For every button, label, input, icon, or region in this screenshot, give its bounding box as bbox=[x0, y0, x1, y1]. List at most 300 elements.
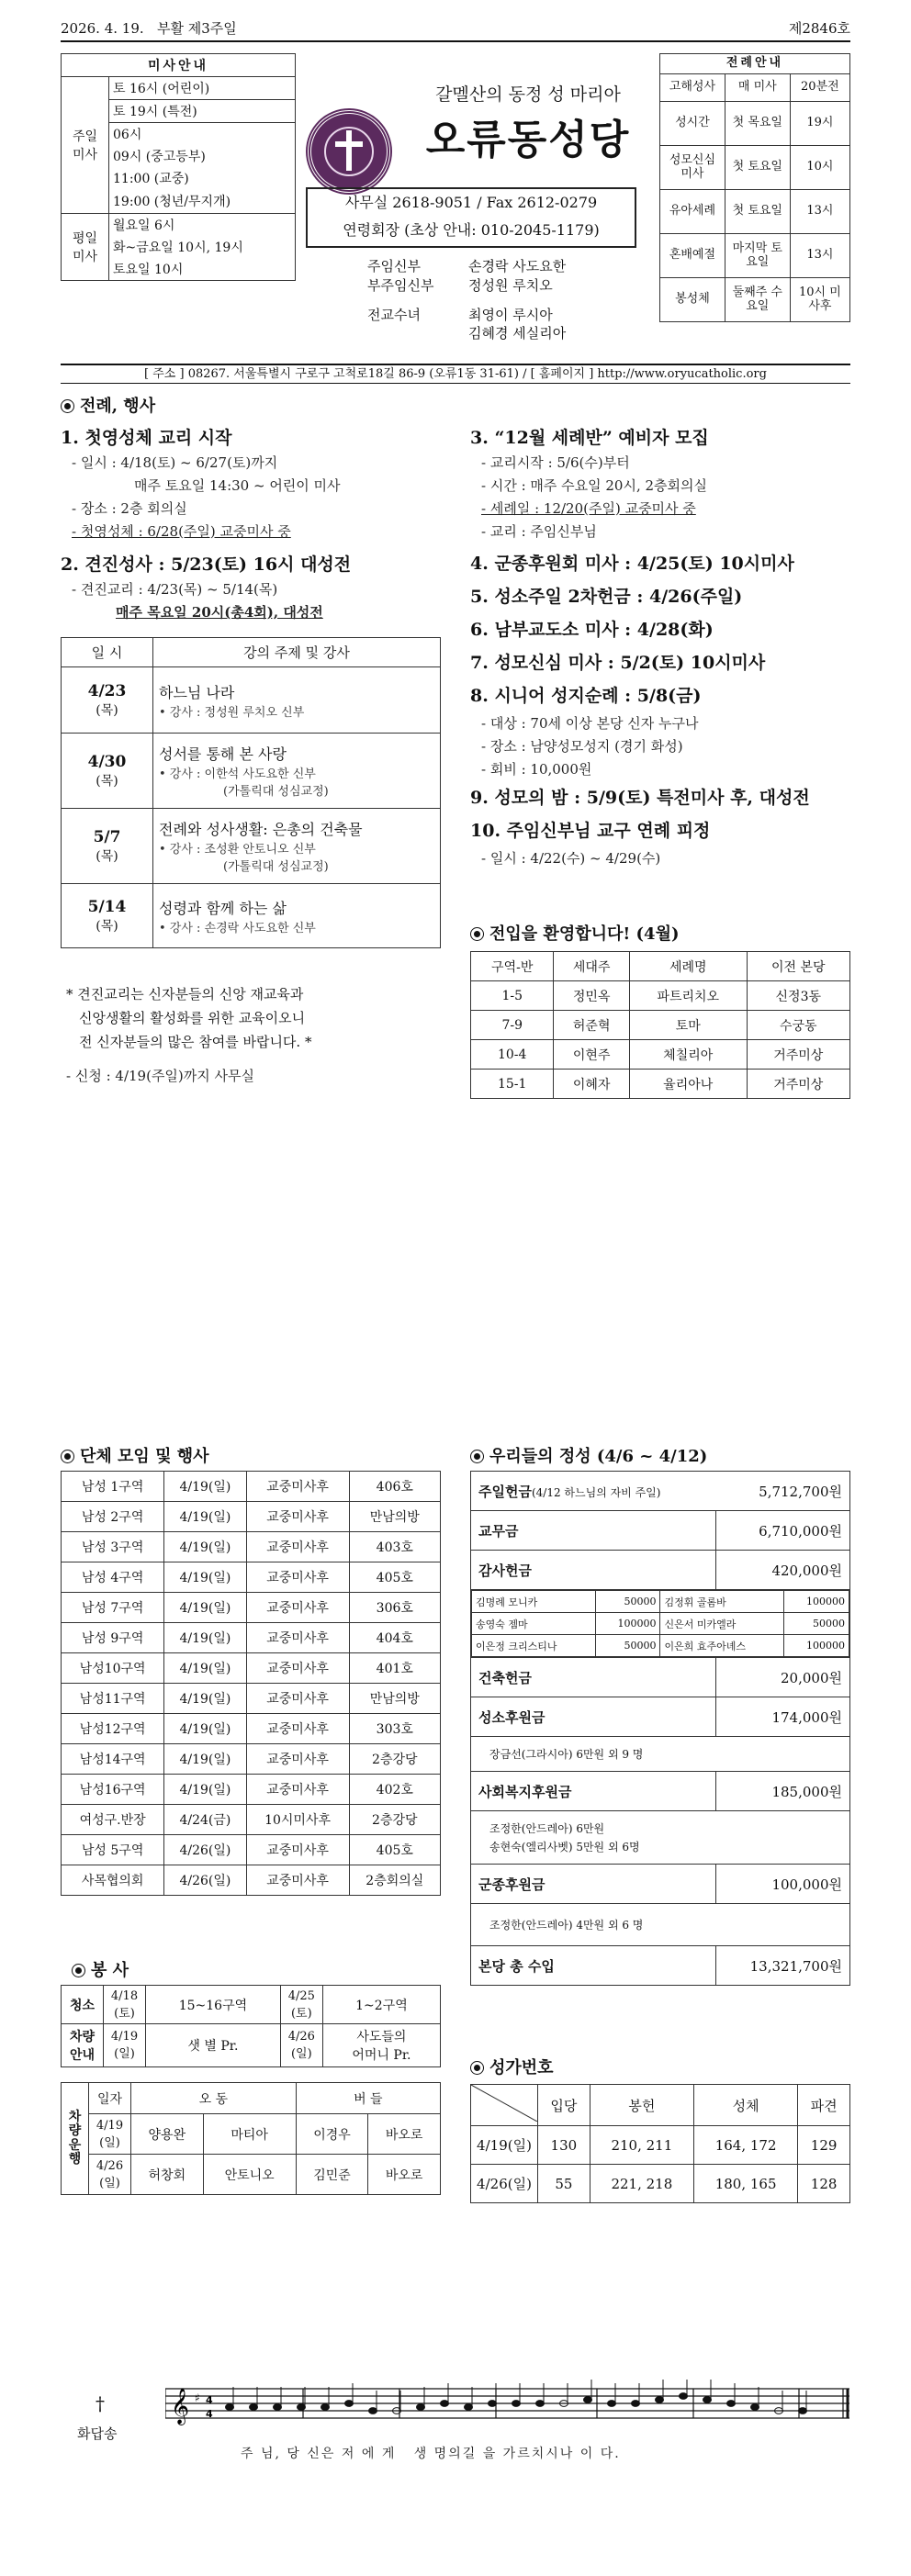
table-row bbox=[471, 2126, 850, 2165]
group-cell: 남성16구역 bbox=[62, 1775, 164, 1805]
section-welcome: 전입을 환영합니다! (4월) bbox=[470, 921, 679, 945]
liturgy-cell: 마지막 토요일 bbox=[725, 234, 790, 278]
event-line: - 첫영성체 : 6/28(주일) 교중미사 중 bbox=[72, 523, 291, 540]
liturgy-cell: 13시 bbox=[790, 190, 849, 234]
offering-table bbox=[470, 1471, 850, 1986]
offering-note: 조정한(안드레아) 6만원 bbox=[489, 1821, 605, 1835]
group-cell: 4/19(일) bbox=[164, 1714, 246, 1744]
event-line: - 일시 : 4/22(수) ~ 4/29(수) bbox=[481, 850, 661, 867]
donor-name: 김명례 모니카 bbox=[472, 1591, 596, 1613]
welcome-cell: 거주미상 bbox=[747, 1040, 849, 1070]
group-cell: 405호 bbox=[349, 1835, 440, 1865]
group-cell: 4/19(일) bbox=[164, 1775, 246, 1805]
hymn-header: 파견 bbox=[798, 2085, 850, 2126]
address-bar: [ 주소 ] 08267. 서울특별시 구로구 고척로18길 86-9 (오류1동 31-61) / [ 홈페이지 ] http://www.oryucatholic.org bbox=[61, 364, 850, 384]
lecture-topic: 전례와 성사생활: 은총의 건축물 bbox=[159, 821, 363, 838]
staff-name: 정성원 루치오 bbox=[468, 276, 553, 294]
lecture-affiliation: (가톨릭대 성심교정) bbox=[223, 860, 329, 874]
hymn-date: 4/26(일) bbox=[471, 2165, 538, 2203]
donor-amount: 100000 bbox=[595, 1613, 660, 1635]
driving-table bbox=[61, 2082, 441, 2195]
table-row bbox=[62, 1593, 441, 1623]
group-cell: 사목협의회 bbox=[62, 1865, 164, 1896]
bullet-icon bbox=[72, 1964, 85, 1977]
table-row bbox=[62, 1714, 441, 1744]
issue-number: 제2846호 bbox=[788, 20, 850, 37]
event-line: - 일시 : 4/18(토) ~ 6/27(토)까지 bbox=[72, 454, 278, 471]
table-row bbox=[471, 1070, 850, 1099]
group-cell: 교중미사후 bbox=[246, 1775, 349, 1805]
table-row bbox=[62, 1502, 441, 1532]
time-signature-bottom: 4 bbox=[206, 2408, 213, 2420]
mass-time: 화~금요일 10시, 19시 bbox=[109, 236, 296, 258]
service-date: 4/18 (토) bbox=[104, 1986, 146, 2024]
table-row bbox=[62, 1562, 441, 1593]
time-signature-top: 4 bbox=[206, 2394, 213, 2406]
group-cell: 만남의방 bbox=[349, 1502, 440, 1532]
liturgy-cell: 19시 bbox=[790, 102, 849, 146]
group-cell: 남성 1구역 bbox=[62, 1472, 164, 1502]
hymn-corner bbox=[471, 2085, 538, 2126]
table-row bbox=[62, 1684, 441, 1714]
offering-total-label: 본당 총 수입 bbox=[471, 1946, 716, 1986]
welcome-cell: 파트리치오 bbox=[629, 981, 747, 1011]
note-head bbox=[584, 2397, 592, 2403]
service-table bbox=[61, 1985, 441, 2067]
offering-label: 사회복지후원금 bbox=[471, 1772, 716, 1811]
group-cell: 404호 bbox=[349, 1623, 440, 1653]
liturgy-cell: 고해성사 bbox=[660, 74, 725, 102]
note-head bbox=[536, 2401, 545, 2407]
event-list-left bbox=[61, 424, 456, 624]
liturgy-cell: 둘째주 수요일 bbox=[725, 278, 790, 322]
section-offering: 우리들의 정성 (4/6 ~ 4/12) bbox=[470, 1443, 707, 1467]
welcome-cell: 토마 bbox=[629, 1011, 747, 1040]
welcome-cell: 체칠리아 bbox=[629, 1040, 747, 1070]
event-line: - 세례일 : 12/20(주일) 교중미사 중 bbox=[481, 500, 696, 517]
offering-amount: 20,000원 bbox=[716, 1658, 850, 1697]
welcome-header: 이전 본당 bbox=[747, 952, 849, 981]
table-row bbox=[62, 1865, 441, 1896]
table-row bbox=[62, 1775, 441, 1805]
lecture-speaker: • 강사 : 이한석 사도요한 신부 bbox=[159, 767, 316, 781]
thanks-donor-table bbox=[471, 1590, 849, 1657]
group-cell: 남성12구역 bbox=[62, 1714, 164, 1744]
group-cell: 401호 bbox=[349, 1653, 440, 1684]
group-cell: 만남의방 bbox=[349, 1684, 440, 1714]
section-groups: 단체 모임 및 행사 bbox=[61, 1443, 209, 1467]
liturgy-cell: 봉성체 bbox=[660, 278, 725, 322]
note-head bbox=[226, 2404, 234, 2411]
offering-label: 감사헌금 bbox=[471, 1551, 716, 1590]
group-cell: 4/19(일) bbox=[164, 1623, 246, 1653]
staff-role: 전교수녀 bbox=[367, 306, 421, 323]
donor-name: 이은정 크리스티나 bbox=[472, 1635, 596, 1657]
event-heading: 7. 성모신심 미사 : 5/2(토) 10시미사 bbox=[470, 653, 766, 673]
donor-amount: 50000 bbox=[595, 1591, 660, 1613]
group-cell: 교중미사후 bbox=[246, 1623, 349, 1653]
lecture-speaker: • 강사 : 조성환 안토니오 신부 bbox=[159, 843, 316, 857]
group-cell: 남성10구역 bbox=[62, 1653, 164, 1684]
driving-cell: 허창회 bbox=[131, 2155, 204, 2195]
group-cell: 남성11구역 bbox=[62, 1684, 164, 1714]
offering-label: 성소후원금 bbox=[471, 1697, 716, 1737]
section-service: 봉 사 bbox=[72, 1957, 129, 1981]
staff-role: 주임신부 bbox=[367, 258, 421, 274]
event-line: - 장소 : 남양성모성지 (경기 화성) bbox=[481, 738, 683, 755]
issue-date: 2026. 4. 19. 부활 제3주일 bbox=[61, 20, 237, 37]
note-head bbox=[512, 2401, 521, 2407]
driving-label: 차 량 운 행 bbox=[62, 2083, 89, 2195]
group-cell: 남성 9구역 bbox=[62, 1623, 164, 1653]
liturgy-table bbox=[659, 53, 850, 322]
notes bbox=[226, 2380, 807, 2418]
driving-cell: 김민준 bbox=[296, 2155, 368, 2195]
lecture-date: 5/7 bbox=[93, 827, 121, 846]
group-cell: 남성 3구역 bbox=[62, 1532, 164, 1562]
event-heading: 1. 첫영성체 교리 시작 bbox=[61, 428, 232, 448]
mass-time: 월요일 6시 bbox=[109, 213, 296, 236]
group-cell: 4/19(일) bbox=[164, 1744, 246, 1775]
liturgy-cell: 성시간 bbox=[660, 102, 725, 146]
bullet-icon bbox=[61, 399, 74, 413]
event-line: 매주 목요일 20시(총4회), 대성전 bbox=[116, 604, 323, 621]
lecture-speaker: • 강사 : 정성원 루치오 신부 bbox=[159, 705, 305, 720]
table-row bbox=[62, 1805, 441, 1835]
offering-amount: 420,000원 bbox=[716, 1551, 850, 1590]
table-row bbox=[471, 1011, 850, 1040]
offering-amount: 185,000원 bbox=[716, 1772, 850, 1811]
liturgy-title: 전례안내 bbox=[660, 54, 850, 74]
driving-cell: 양용완 bbox=[131, 2114, 204, 2155]
donor-name: 김정휘 골롬바 bbox=[660, 1591, 784, 1613]
lecture-header: 일 시 bbox=[62, 638, 153, 667]
service-value: 1~2구역 bbox=[322, 1986, 440, 2024]
staff-name: 손경락 사도요한 bbox=[468, 258, 567, 274]
welcome-cell: 10-4 bbox=[471, 1040, 554, 1070]
group-cell: 4/19(일) bbox=[164, 1684, 246, 1714]
table-row bbox=[62, 2114, 441, 2155]
group-cell: 406호 bbox=[349, 1472, 440, 1502]
event-line: - 시간 : 매주 수요일 20시, 2층회의실 bbox=[481, 477, 708, 494]
table-row bbox=[471, 2165, 850, 2203]
lecture-topic: 성령과 함께 하는 삶 bbox=[159, 899, 287, 917]
event-heading: 8. 시니어 성지순례 : 5/8(금) bbox=[470, 686, 702, 706]
church-name: 오류동성당 bbox=[425, 117, 631, 163]
bullet-icon bbox=[470, 2061, 484, 2075]
welcome-cell: 이현주 bbox=[554, 1040, 630, 1070]
group-cell: 2층회의실 bbox=[349, 1865, 440, 1896]
group-cell: 여성구.반장 bbox=[62, 1805, 164, 1835]
group-cell: 4/19(일) bbox=[164, 1653, 246, 1684]
welcome-cell: 15-1 bbox=[471, 1070, 554, 1099]
service-date: 4/25 (토) bbox=[280, 1986, 322, 2024]
diagonal-line bbox=[471, 2085, 537, 2122]
driving-cell: 바오로 bbox=[368, 2155, 441, 2195]
funeral-chair-contact: 연령회장 (초상 안내: 010-2045-1179) bbox=[343, 221, 600, 239]
event-line: - 교리 : 주임신부님 bbox=[481, 523, 597, 540]
lecture-speaker: • 강사 : 손경락 사도요한 신부 bbox=[159, 921, 316, 935]
group-cell: 교중미사후 bbox=[246, 1532, 349, 1562]
group-cell: 남성 7구역 bbox=[62, 1593, 164, 1623]
hymn-header: 성체 bbox=[693, 2085, 797, 2126]
donor-amount: 100000 bbox=[784, 1591, 849, 1613]
event-line: - 대상 : 70세 이상 본당 신자 누구나 bbox=[481, 715, 699, 732]
service-value: 15~16구역 bbox=[146, 1986, 281, 2024]
note-line: * 견진교리는 신자분들의 신앙 재교육과 bbox=[66, 986, 304, 1002]
driving-date: 4/19 (일) bbox=[89, 2114, 131, 2155]
liturgy-cell: 20분전 bbox=[790, 74, 849, 102]
group-cell: 남성 4구역 bbox=[62, 1562, 164, 1593]
table-row bbox=[471, 1040, 850, 1070]
hymn-header: 입당 bbox=[538, 2085, 590, 2126]
group-cell: 교중미사후 bbox=[246, 1835, 349, 1865]
service-value: 샛 별 Pr. bbox=[146, 2024, 281, 2067]
lecture-weekday: (목) bbox=[96, 918, 118, 934]
welcome-cell: 신정3동 bbox=[747, 981, 849, 1011]
liturgy-cell: 첫 토요일 bbox=[725, 146, 790, 190]
psalm-lyrics: 주 님, 당 신은 저 에 게 생 명의길 을 가르치시나 이 다. bbox=[241, 2447, 621, 2461]
offering-note: 송현숙(엘리사벳) 5만원 외 6명 bbox=[489, 1840, 640, 1854]
group-cell: 교중미사후 bbox=[246, 1472, 349, 1502]
welcome-header: 세례명 bbox=[629, 952, 747, 981]
lecture-weekday: (목) bbox=[96, 848, 118, 864]
church-logo bbox=[308, 110, 390, 193]
table-row bbox=[62, 2155, 441, 2195]
staff-list bbox=[367, 257, 643, 343]
hymn-number: 55 bbox=[538, 2165, 590, 2203]
confirmation-apply: - 신청 : 4/19(주일)까지 사무실 bbox=[66, 1068, 254, 1084]
groups-table bbox=[61, 1471, 441, 1896]
event-heading: 3. “12월 세례반” 예비자 모집 bbox=[470, 428, 709, 448]
offering-sub: (4/12 하느님의 자비 주일) bbox=[531, 1485, 661, 1499]
hymn-number: 128 bbox=[798, 2165, 850, 2203]
lecture-topic: 하느님 나라 bbox=[159, 683, 235, 701]
note-head bbox=[632, 2401, 640, 2407]
event-heading: 5. 성소주일 2차헌금 : 4/26(주일) bbox=[470, 587, 743, 607]
offering-label: 건축헌금 bbox=[471, 1658, 716, 1697]
table-row bbox=[62, 1835, 441, 1865]
lecture-weekday: (목) bbox=[96, 773, 118, 789]
mass-time: 09시 (중고등부) bbox=[109, 145, 296, 167]
lecture-date: 5/14 bbox=[87, 897, 127, 916]
table-row bbox=[62, 1472, 441, 1502]
driving-header: 오 동 bbox=[131, 2083, 297, 2114]
lecture-date: 4/30 bbox=[87, 752, 127, 771]
table-row bbox=[62, 1532, 441, 1562]
hymn-number: 130 bbox=[538, 2126, 590, 2165]
staff-name: 김혜경 세실리아 bbox=[468, 325, 567, 342]
group-cell: 남성 2구역 bbox=[62, 1502, 164, 1532]
welcome-cell: 정민옥 bbox=[554, 981, 630, 1011]
mass-time: 토 16시 (어린이) bbox=[109, 77, 296, 100]
group-cell: 4/19(일) bbox=[164, 1562, 246, 1593]
service-date: 4/19 (일) bbox=[104, 2024, 146, 2067]
sunday-mass-label: 주일 미사 bbox=[62, 77, 109, 214]
staff-role: 부주임신부 bbox=[367, 276, 434, 294]
note-head bbox=[727, 2401, 736, 2407]
note-head bbox=[489, 2401, 497, 2407]
note-head bbox=[250, 2404, 258, 2411]
group-cell: 4/19(일) bbox=[164, 1532, 246, 1562]
mass-time: 토 19시 (특전) bbox=[109, 100, 296, 123]
liturgy-cell: 10시 미사후 bbox=[790, 278, 849, 322]
note-head bbox=[441, 2401, 449, 2407]
cross-icon: † bbox=[96, 2392, 105, 2414]
liturgy-cell: 첫 목요일 bbox=[725, 102, 790, 146]
note-head bbox=[345, 2401, 354, 2407]
mass-time: 06시 bbox=[109, 123, 296, 146]
offering-amount: 100,000원 bbox=[716, 1865, 850, 1904]
lecture-topic: 성서를 통해 본 사랑 bbox=[159, 745, 287, 763]
group-cell: 2층강당 bbox=[349, 1744, 440, 1775]
driving-cell: 바오로 bbox=[368, 2114, 441, 2155]
hymn-number: 210, 211 bbox=[590, 2126, 693, 2165]
group-cell: 교중미사후 bbox=[246, 1744, 349, 1775]
table-row bbox=[62, 1623, 441, 1653]
event-heading: 4. 군종후원회 미사 : 4/25(토) 10시미사 bbox=[470, 554, 794, 574]
bullet-icon bbox=[470, 1450, 484, 1463]
event-line: 매주 토요일 14:30 ~ 어린이 미사 bbox=[134, 477, 341, 494]
event-heading: 6. 남부교도소 미사 : 4/28(화) bbox=[470, 620, 714, 640]
offering-amount: 6,710,000원 bbox=[716, 1511, 850, 1551]
staff-role bbox=[367, 324, 468, 343]
note-head bbox=[298, 2404, 306, 2411]
offering-note: 장금선(그라시아) 6만원 외 9 명 bbox=[471, 1737, 850, 1772]
liturgy-cell: 성모신심 미사 bbox=[660, 146, 725, 190]
note-head bbox=[680, 2393, 688, 2400]
hymn-number: 129 bbox=[798, 2126, 850, 2165]
confirmation-lecture-table bbox=[61, 637, 441, 948]
treble-clef-icon: 𝄞 bbox=[171, 2388, 190, 2425]
offering-note: 조정한(안드레아) 4만원 외 6 명 bbox=[471, 1904, 850, 1946]
table-row bbox=[62, 1653, 441, 1684]
note-head bbox=[703, 2397, 712, 2403]
note-head bbox=[608, 2401, 616, 2407]
note-head bbox=[656, 2397, 664, 2403]
group-cell: 403호 bbox=[349, 1532, 440, 1562]
hymn-number: 180, 165 bbox=[693, 2165, 797, 2203]
group-cell: 303호 bbox=[349, 1714, 440, 1744]
note-line: 전 신자분들의 많은 참여를 바랍니다. * bbox=[79, 1034, 312, 1050]
note-head bbox=[321, 2404, 330, 2411]
note-head bbox=[417, 2404, 425, 2411]
lecture-weekday: (목) bbox=[96, 702, 118, 718]
group-cell: 교중미사후 bbox=[246, 1865, 349, 1896]
staff-lines bbox=[165, 2389, 849, 2418]
offering-total-amount: 13,321,700원 bbox=[716, 1946, 850, 1986]
section-hymn: 성가번호 bbox=[470, 2055, 554, 2078]
note-head bbox=[369, 2408, 377, 2414]
group-cell: 4/24(금) bbox=[164, 1805, 246, 1835]
donor-amount: 50000 bbox=[784, 1613, 849, 1635]
donor-name: 이은희 효주아녜스 bbox=[660, 1635, 784, 1657]
group-cell: 교중미사후 bbox=[246, 1714, 349, 1744]
group-cell: 4/19(일) bbox=[164, 1502, 246, 1532]
group-cell: 남성 5구역 bbox=[62, 1835, 164, 1865]
event-heading: 2. 견진성사 : 5/23(토) 16시 대성전 bbox=[61, 554, 352, 575]
hymn-number: 164, 172 bbox=[693, 2126, 797, 2165]
table-row bbox=[62, 1744, 441, 1775]
liturgy-cell: 10시 bbox=[790, 146, 849, 190]
driving-cell: 마티아 bbox=[203, 2114, 296, 2155]
group-cell: 4/19(일) bbox=[164, 1593, 246, 1623]
liturgy-cell: 매 미사 bbox=[725, 74, 790, 102]
hymn-date: 4/19(일) bbox=[471, 2126, 538, 2165]
driving-date: 4/26 (일) bbox=[89, 2155, 131, 2195]
section-liturgy-events: 전례, 행사 bbox=[61, 393, 155, 417]
group-cell: 4/26(일) bbox=[164, 1835, 246, 1865]
event-line: - 장소 : 2층 회의실 bbox=[72, 500, 187, 517]
lecture-header: 강의 주제 및 강사 bbox=[153, 638, 441, 667]
welcome-cell: 율리아나 bbox=[629, 1070, 747, 1099]
mass-time: 11:00 (교중) bbox=[109, 167, 296, 189]
offering-amount: 174,000원 bbox=[716, 1697, 850, 1737]
group-cell: 306호 bbox=[349, 1593, 440, 1623]
offering-label: 주일헌금 bbox=[478, 1483, 532, 1500]
note-head bbox=[465, 2404, 473, 2411]
table-row bbox=[471, 981, 850, 1011]
welcome-cell: 허준혁 bbox=[554, 1011, 630, 1040]
offering-amount: 5,712,700원 bbox=[716, 1472, 850, 1511]
welcome-cell: 1-5 bbox=[471, 981, 554, 1011]
donor-name: 신은서 미카엘라 bbox=[660, 1613, 784, 1635]
welcome-cell: 이혜자 bbox=[554, 1070, 630, 1099]
event-line: - 견진교리 : 4/23(목) ~ 5/14(목) bbox=[72, 581, 278, 598]
sharp-icon: ♯ bbox=[195, 2391, 200, 2404]
note-line: 신앙생활의 활성화를 위한 교육이오니 bbox=[79, 1010, 306, 1026]
mass-schedule-table bbox=[61, 53, 296, 281]
lecture-affiliation: (가톨릭대 성심교정) bbox=[223, 785, 329, 799]
lecture-date: 4/23 bbox=[87, 681, 127, 700]
group-cell: 4/19(일) bbox=[164, 1472, 246, 1502]
service-date: 4/26 (일) bbox=[280, 2024, 322, 2067]
group-cell: 교중미사후 bbox=[246, 1684, 349, 1714]
liturgy-cell: 13시 bbox=[790, 234, 849, 278]
bullet-icon bbox=[61, 1450, 74, 1463]
header-rule bbox=[61, 40, 850, 42]
staff-name: 최영이 루시아 bbox=[468, 306, 553, 323]
office-contact-box bbox=[306, 187, 636, 248]
hymn-number: 221, 218 bbox=[590, 2165, 693, 2203]
driving-header: 일자 bbox=[89, 2083, 131, 2114]
office-phone: 사무실 2618-9051 / Fax 2612-0279 bbox=[344, 194, 598, 211]
group-cell: 남성14구역 bbox=[62, 1744, 164, 1775]
group-cell: 교중미사후 bbox=[246, 1502, 349, 1532]
group-cell: 2층강당 bbox=[349, 1805, 440, 1835]
service-value: 사도들의 어머니 Pr. bbox=[322, 2024, 440, 2067]
offering-label: 군종후원금 bbox=[471, 1865, 716, 1904]
group-cell: 402호 bbox=[349, 1775, 440, 1805]
event-heading: 9. 성모의 밤 : 5/9(토) 특전미사 후, 대성전 bbox=[470, 788, 810, 808]
bullet-icon bbox=[470, 927, 484, 941]
welcome-cell: 7-9 bbox=[471, 1011, 554, 1040]
welcome-table bbox=[470, 951, 850, 1099]
service-label: 차량 안내 bbox=[62, 2024, 104, 2067]
donor-amount: 100000 bbox=[784, 1635, 849, 1657]
driving-cell: 안토니오 bbox=[203, 2155, 296, 2195]
group-cell: 교중미사후 bbox=[246, 1593, 349, 1623]
hymn-header: 봉헌 bbox=[590, 2085, 693, 2126]
note-head bbox=[799, 2408, 807, 2414]
bulletin-header bbox=[61, 18, 850, 39]
weekday-mass-label: 평일 미사 bbox=[62, 213, 109, 280]
psalm-label: 화답송 bbox=[77, 2425, 118, 2442]
driving-cell: 이경우 bbox=[296, 2114, 368, 2155]
church-motto: 갈멜산의 동정 성 마리아 bbox=[435, 84, 621, 105]
group-cell: 교중미사후 bbox=[246, 1653, 349, 1684]
note-head bbox=[751, 2404, 759, 2411]
